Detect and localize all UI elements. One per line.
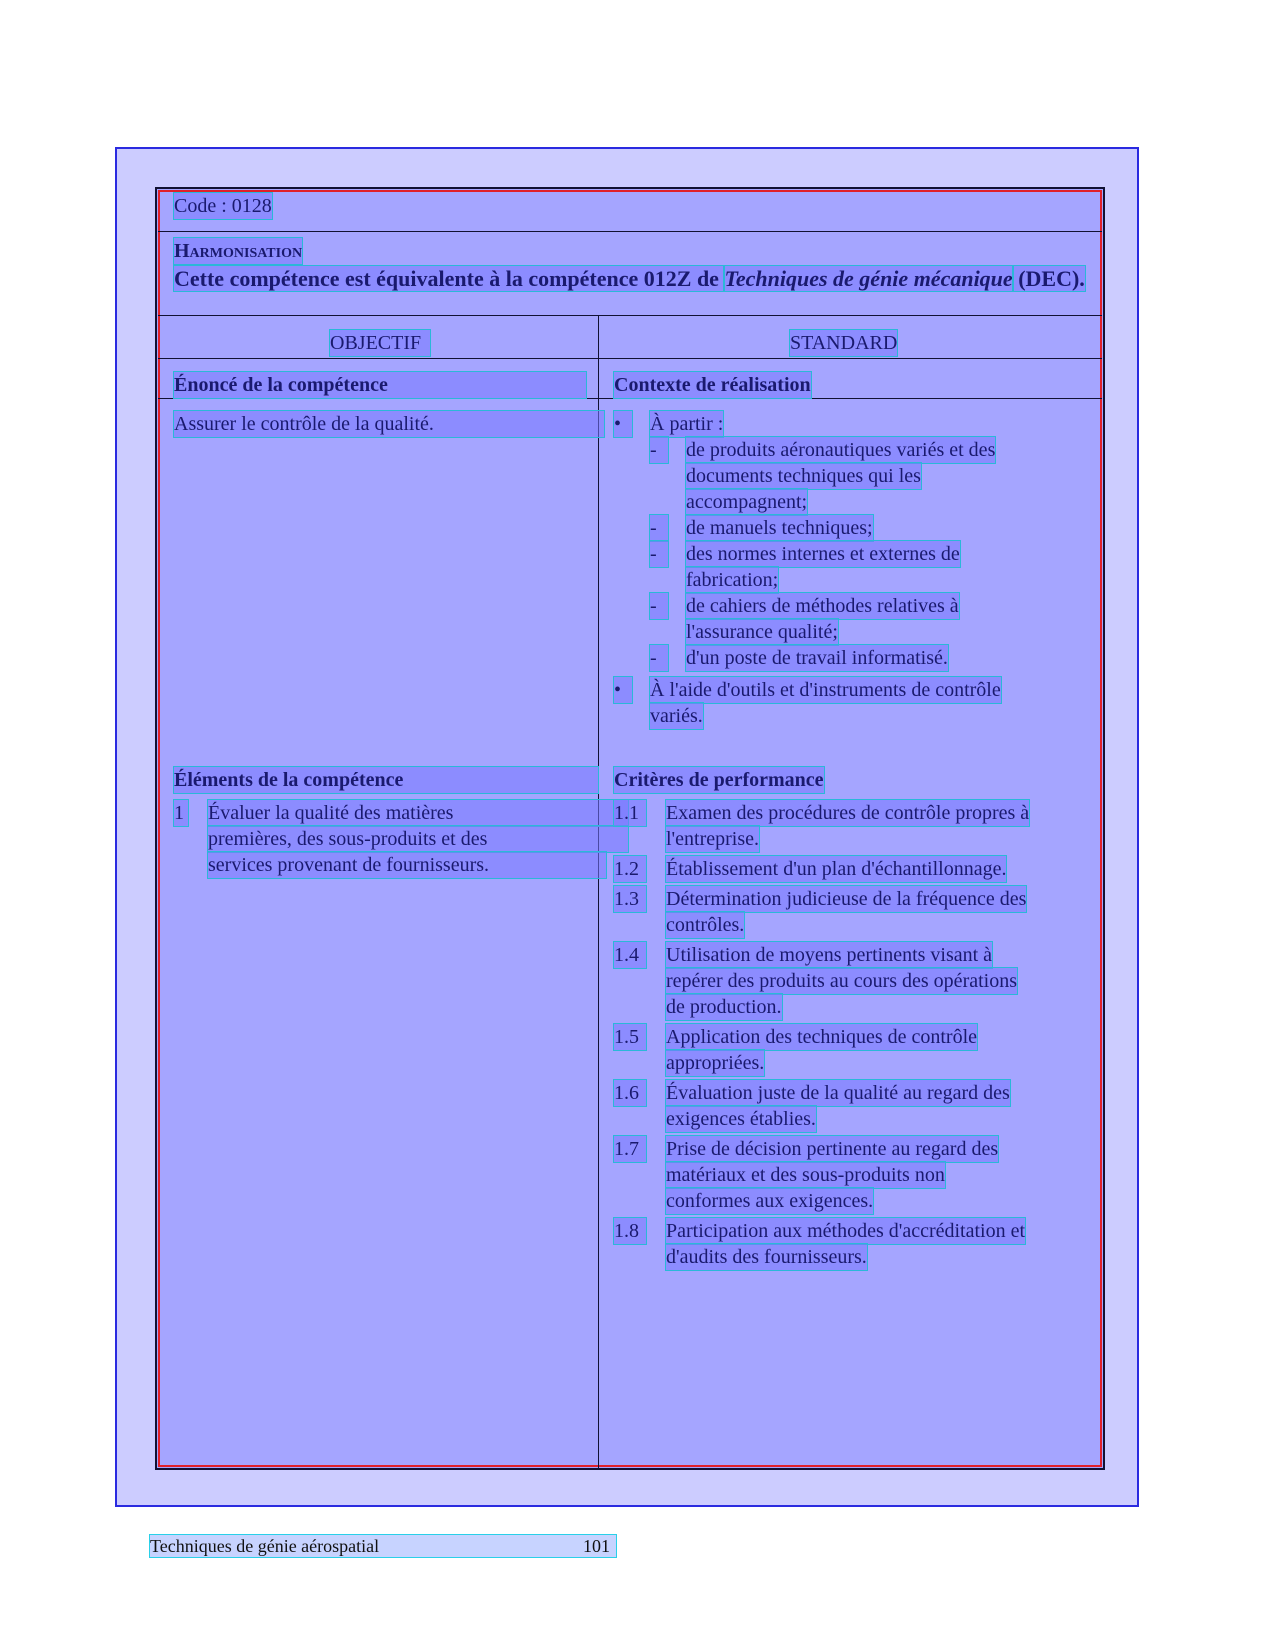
critere-item <box>614 1136 1084 1214</box>
page-footer <box>150 1535 616 1557</box>
critere-number: 1.8 <box>614 1218 646 1244</box>
column-header-objectif: OBJECTIF <box>330 330 430 356</box>
critere-text: Établissement d'un plan d'échantillonnage. <box>666 858 1007 880</box>
critere-item <box>614 800 1084 852</box>
critere-number: 1.6 <box>614 1080 646 1106</box>
contexte-subitem <box>650 515 1001 541</box>
harmonisation-text-part: (DEC). <box>1012 266 1085 291</box>
column-divider <box>598 315 599 1470</box>
page-number: 101 <box>583 1536 610 1556</box>
critere-text: Examen des procédures de contrôle propres à <box>666 802 1030 824</box>
contexte-bullet-text: variés. <box>650 705 703 727</box>
elements-heading: Éléments de la compétence <box>174 767 598 793</box>
contexte-bullet: • À l'aide d'outils et d'instruments de contrôle variés. <box>614 679 1001 727</box>
contexte-subitem-text: l'assurance qualité; <box>686 621 838 643</box>
critere-number: 1.3 <box>614 886 646 912</box>
contexte-list <box>614 411 1001 729</box>
contexte-subitem-text: des normes internes et externes de <box>686 543 960 565</box>
harmonisation-text <box>174 264 1090 293</box>
critere-text: Application des techniques de contrôle <box>666 1026 978 1048</box>
contexte-bullet: • À partir : <box>614 413 724 435</box>
contexte-subitem-text: de manuels techniques; <box>686 517 873 539</box>
critere-item <box>614 886 1084 938</box>
contexte-subitem-text: de produits aéronautiques variés et des <box>686 439 996 461</box>
contexte-subitems <box>614 437 1001 671</box>
criteres-list <box>614 800 1084 1270</box>
enonce-heading: Énoncé de la compétence <box>174 372 586 398</box>
harmonisation-text-part: Cette compétence est équivalente à la compétence 012Z de <box>174 266 725 291</box>
enonce-text: Assurer le contrôle de la qualité. <box>174 411 604 437</box>
contexte-subitem <box>650 437 1001 515</box>
critere-number: 1.2 <box>614 856 646 882</box>
critere-text: d'audits des fournisseurs. <box>666 1246 867 1268</box>
critere-text: matériaux et des sous-produits non <box>666 1164 945 1186</box>
rule-below-harmonisation <box>158 315 1102 316</box>
critere-text: de production. <box>666 996 782 1018</box>
critere-number: 1.1 <box>614 800 646 826</box>
contexte-bullet-text: À l'aide d'outils et d'instruments de contrôle <box>650 679 1001 701</box>
contexte-subitem-text: de cahiers de méthodes relatives à <box>686 595 959 617</box>
critere-text: Prise de décision pertinente au regard des <box>666 1138 999 1160</box>
competence-code: Code : 0128 <box>174 195 272 217</box>
critere-item <box>614 1218 1084 1270</box>
critere-text: exigences établies. <box>666 1108 816 1130</box>
contexte-subitem-text: documents techniques qui les <box>686 465 921 487</box>
rule-below-headings <box>158 398 1102 399</box>
element-text: services provenant de fournisseurs. <box>208 852 606 878</box>
critere-item <box>614 942 1084 1020</box>
contexte-heading: Contexte de réalisation <box>614 374 811 396</box>
contexte-subitem-text: d'un poste de travail informatisé. <box>686 647 948 669</box>
critere-text: contrôles. <box>666 914 745 936</box>
footer-title: Techniques de génie aérospatial <box>150 1536 380 1556</box>
harmonisation-heading: Harmonisation <box>174 240 303 262</box>
critere-item <box>614 1080 1084 1132</box>
contexte-subitem <box>650 645 1001 671</box>
rule-below-code <box>158 231 1102 232</box>
column-header-standard: STANDARD <box>790 332 898 354</box>
program-name: Techniques de génie mécanique <box>724 266 1013 291</box>
critere-number: 1.7 <box>614 1136 646 1162</box>
element-text: Évaluer la qualité des matières <box>208 800 628 826</box>
contexte-subitem <box>650 541 1001 593</box>
dash-bullet: - <box>650 645 668 671</box>
dash-bullet: - <box>650 541 668 567</box>
critere-text: l'entreprise. <box>666 828 760 850</box>
critere-text: Évaluation juste de la qualité au regard des <box>666 1082 1010 1104</box>
element-item <box>174 800 628 878</box>
rule-below-columns <box>158 358 1102 359</box>
critere-number: 1.4 <box>614 942 646 968</box>
criteres-heading: Critères de performance <box>614 769 824 791</box>
critere-text: appropriées. <box>666 1052 765 1074</box>
critere-item <box>614 1024 1084 1076</box>
critere-text: Utilisation de moyens pertinents visant à <box>666 944 993 966</box>
critere-text: Détermination judicieuse de la fréquence des <box>666 888 1027 910</box>
contexte-subitem-text: fabrication; <box>686 569 779 591</box>
critere-text: repérer des produits au cours des opérations <box>666 970 1017 992</box>
critere-text: conformes aux exigences. <box>666 1190 874 1212</box>
element-text: premières, des sous-produits et des <box>208 826 628 852</box>
dash-bullet: - <box>650 593 668 619</box>
dash-bullet: - <box>650 437 668 463</box>
contexte-bullet-text: À partir : <box>650 413 724 435</box>
contexte-subitem <box>650 593 1001 645</box>
critere-item <box>614 856 1084 882</box>
critere-number: 1.5 <box>614 1024 646 1050</box>
contexte-subitem-text: accompagnent; <box>686 491 808 513</box>
dash-bullet: - <box>650 515 668 541</box>
element-number: 1 <box>174 800 188 826</box>
critere-text: Participation aux méthodes d'accréditation et <box>666 1220 1026 1242</box>
